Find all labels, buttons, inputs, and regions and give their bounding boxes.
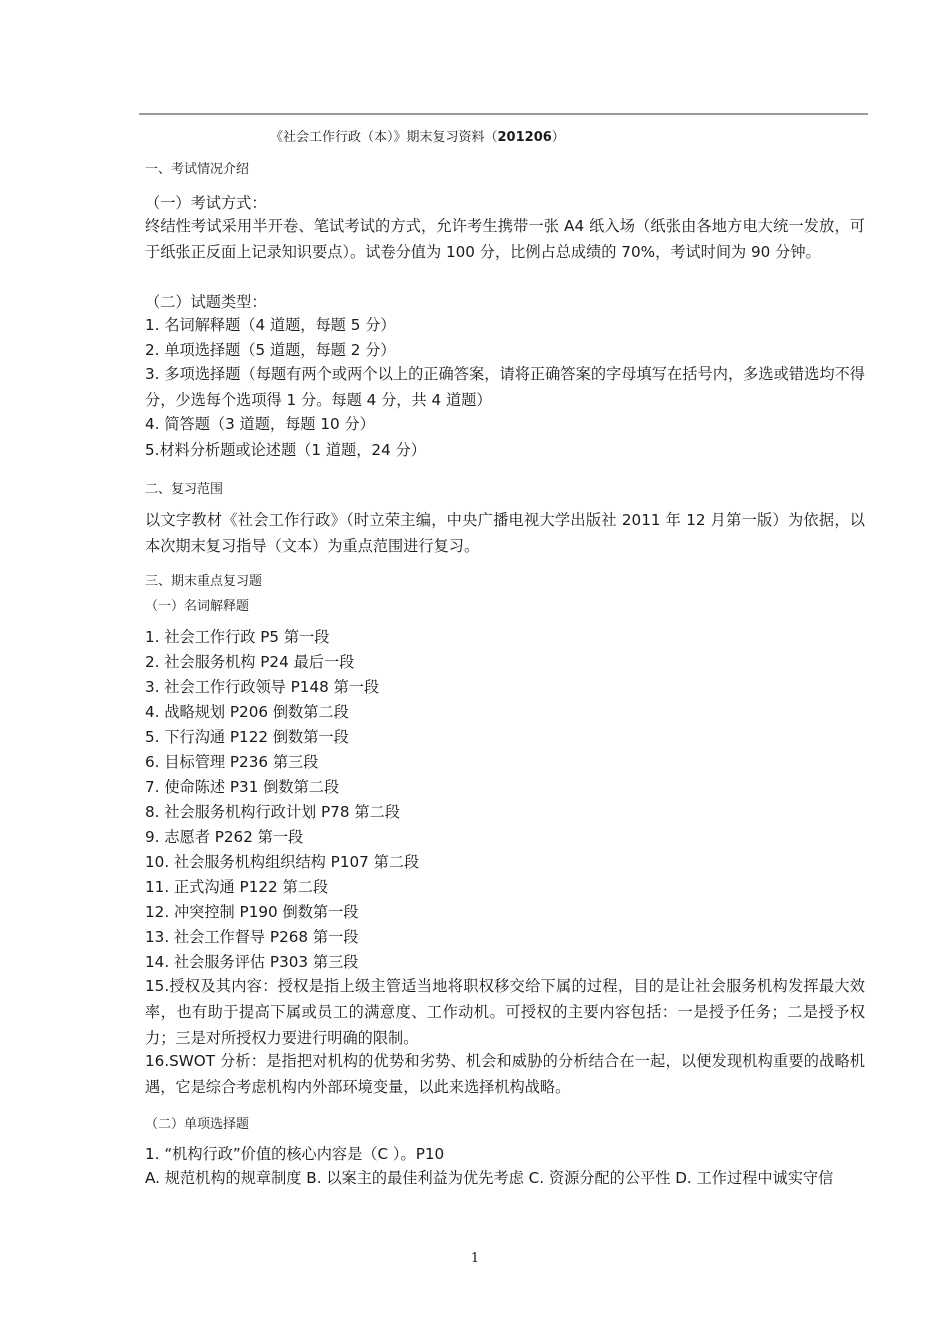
question-types-heading: （二）试题类型： (145, 293, 267, 311)
term-item-6: 6. 目标管理 P236 第三段 (145, 753, 319, 771)
term-item-14: 14. 社会服务评估 P303 第三段 (145, 953, 359, 971)
term-item-7: 7. 使命陈述 P31 倒数第二段 (145, 778, 340, 796)
term-item-10: 10. 社会服务机构组织结构 P107 第二段 (145, 853, 420, 871)
term-item-11: 11. 正式沟通 P122 第二段 (145, 878, 329, 896)
term-item-13: 13. 社会工作督导 P268 第一段 (145, 928, 359, 946)
term-item-3: 3. 社会工作行政领导 P148 第一段 (145, 678, 380, 696)
term-item-5: 5. 下行沟通 P122 倒数第一段 (145, 728, 349, 746)
title-code: 201206 (497, 130, 552, 145)
term-item-8: 8. 社会服务机构行政计划 P78 第二段 (145, 803, 400, 821)
term-explanation-heading: （一）名词解释题 (145, 599, 250, 614)
term-item-4: 4. 战略规划 P206 倒数第二段 (145, 703, 349, 721)
type-item-3: 3. 多项选择题（每题有两个或两个以上的正确答案，请将正确答案的字母填写在括号内，多选或错选均不得分，少选每个选项得 1 分。每题 4 分，共 4 道题） (145, 365, 865, 409)
term-item-15: 15.授权及其内容：授权是指上级主管适当地将职权移交给下属的过程，目的是让社会服务机构发挥最大效率，也有助于提高下属或员工的满意度、工作动机。可授权的主要内容包括：一是授予任务；二是授予权力；三是对所授权力要进行明确的限制。 (145, 977, 865, 1047)
title-prefix: 《社会工作行政（本）》期末复习资料（ (270, 130, 498, 145)
term-item-16: 16.SWOT 分析：是指把对机构的优势和劣势、机会和威胁的分析结合在一起，以便发现机构重要的战略机遇，它是综合考虑机构内外部环境变量，以此来选择机构战略。 (145, 1052, 865, 1096)
term-item-2: 2. 社会服务机构 P24 最后一段 (145, 653, 355, 671)
review-scope-text: 以文字教材《社会工作行政》（时立荣主编，中央广播电视大学出版社 2011 年 12 月第一版）为依据，以本次期末复习指导（文本）为重点范围进行复习。 (145, 511, 865, 555)
section2-heading: 二、复习范围 (145, 482, 224, 497)
choice-question-1: 1. “机构行政”价值的核心内容是（C ）。P10 (145, 1145, 445, 1163)
type-item-2: 2. 单项选择题（5 道题，每题 2 分） (145, 341, 396, 359)
exam-method-text: 终结性考试采用半开卷、笔试考试的方式，允许考生携带一张 A4 纸入场（纸张由各地方电大统一发放，可于纸张正反面上记录知识要点）。试卷分值为 100 分，比例占总成绩的 70%，考试时间为 90 分钟。 (145, 217, 865, 261)
exam-method-heading: （一）考试方式： (145, 194, 267, 212)
type-item-5: 5.材料分析题或论述题（1 道题，24 分） (145, 441, 426, 459)
choice-question-1-options: A. 规范机构的规章制度 B. 以案主的最佳利益为优先考虑 C. 资源分配的公平性 D. 工作过程中诚实守信 (145, 1169, 834, 1187)
section1-heading: 一、考试情况介绍 (145, 162, 250, 177)
type-item-4: 4. 简答题（3 道题，每题 10 分） (145, 415, 375, 433)
term-item-1: 1. 社会工作行政 P5 第一段 (145, 628, 330, 646)
single-choice-heading: （二）单项选择题 (145, 1117, 250, 1132)
document-title (270, 126, 565, 145)
type-item-1: 1. 名词解释题（4 道题，每题 5 分） (145, 316, 396, 334)
title-suffix: ） (551, 130, 565, 145)
term-item-9: 9. 志愿者 P262 第一段 (145, 828, 304, 846)
section3-heading: 三、期末重点复习题 (145, 574, 263, 589)
page-number: 1 (470, 1251, 480, 1266)
header-rule (139, 113, 868, 115)
term-item-12: 12. 冲突控制 P190 倒数第一段 (145, 903, 359, 921)
